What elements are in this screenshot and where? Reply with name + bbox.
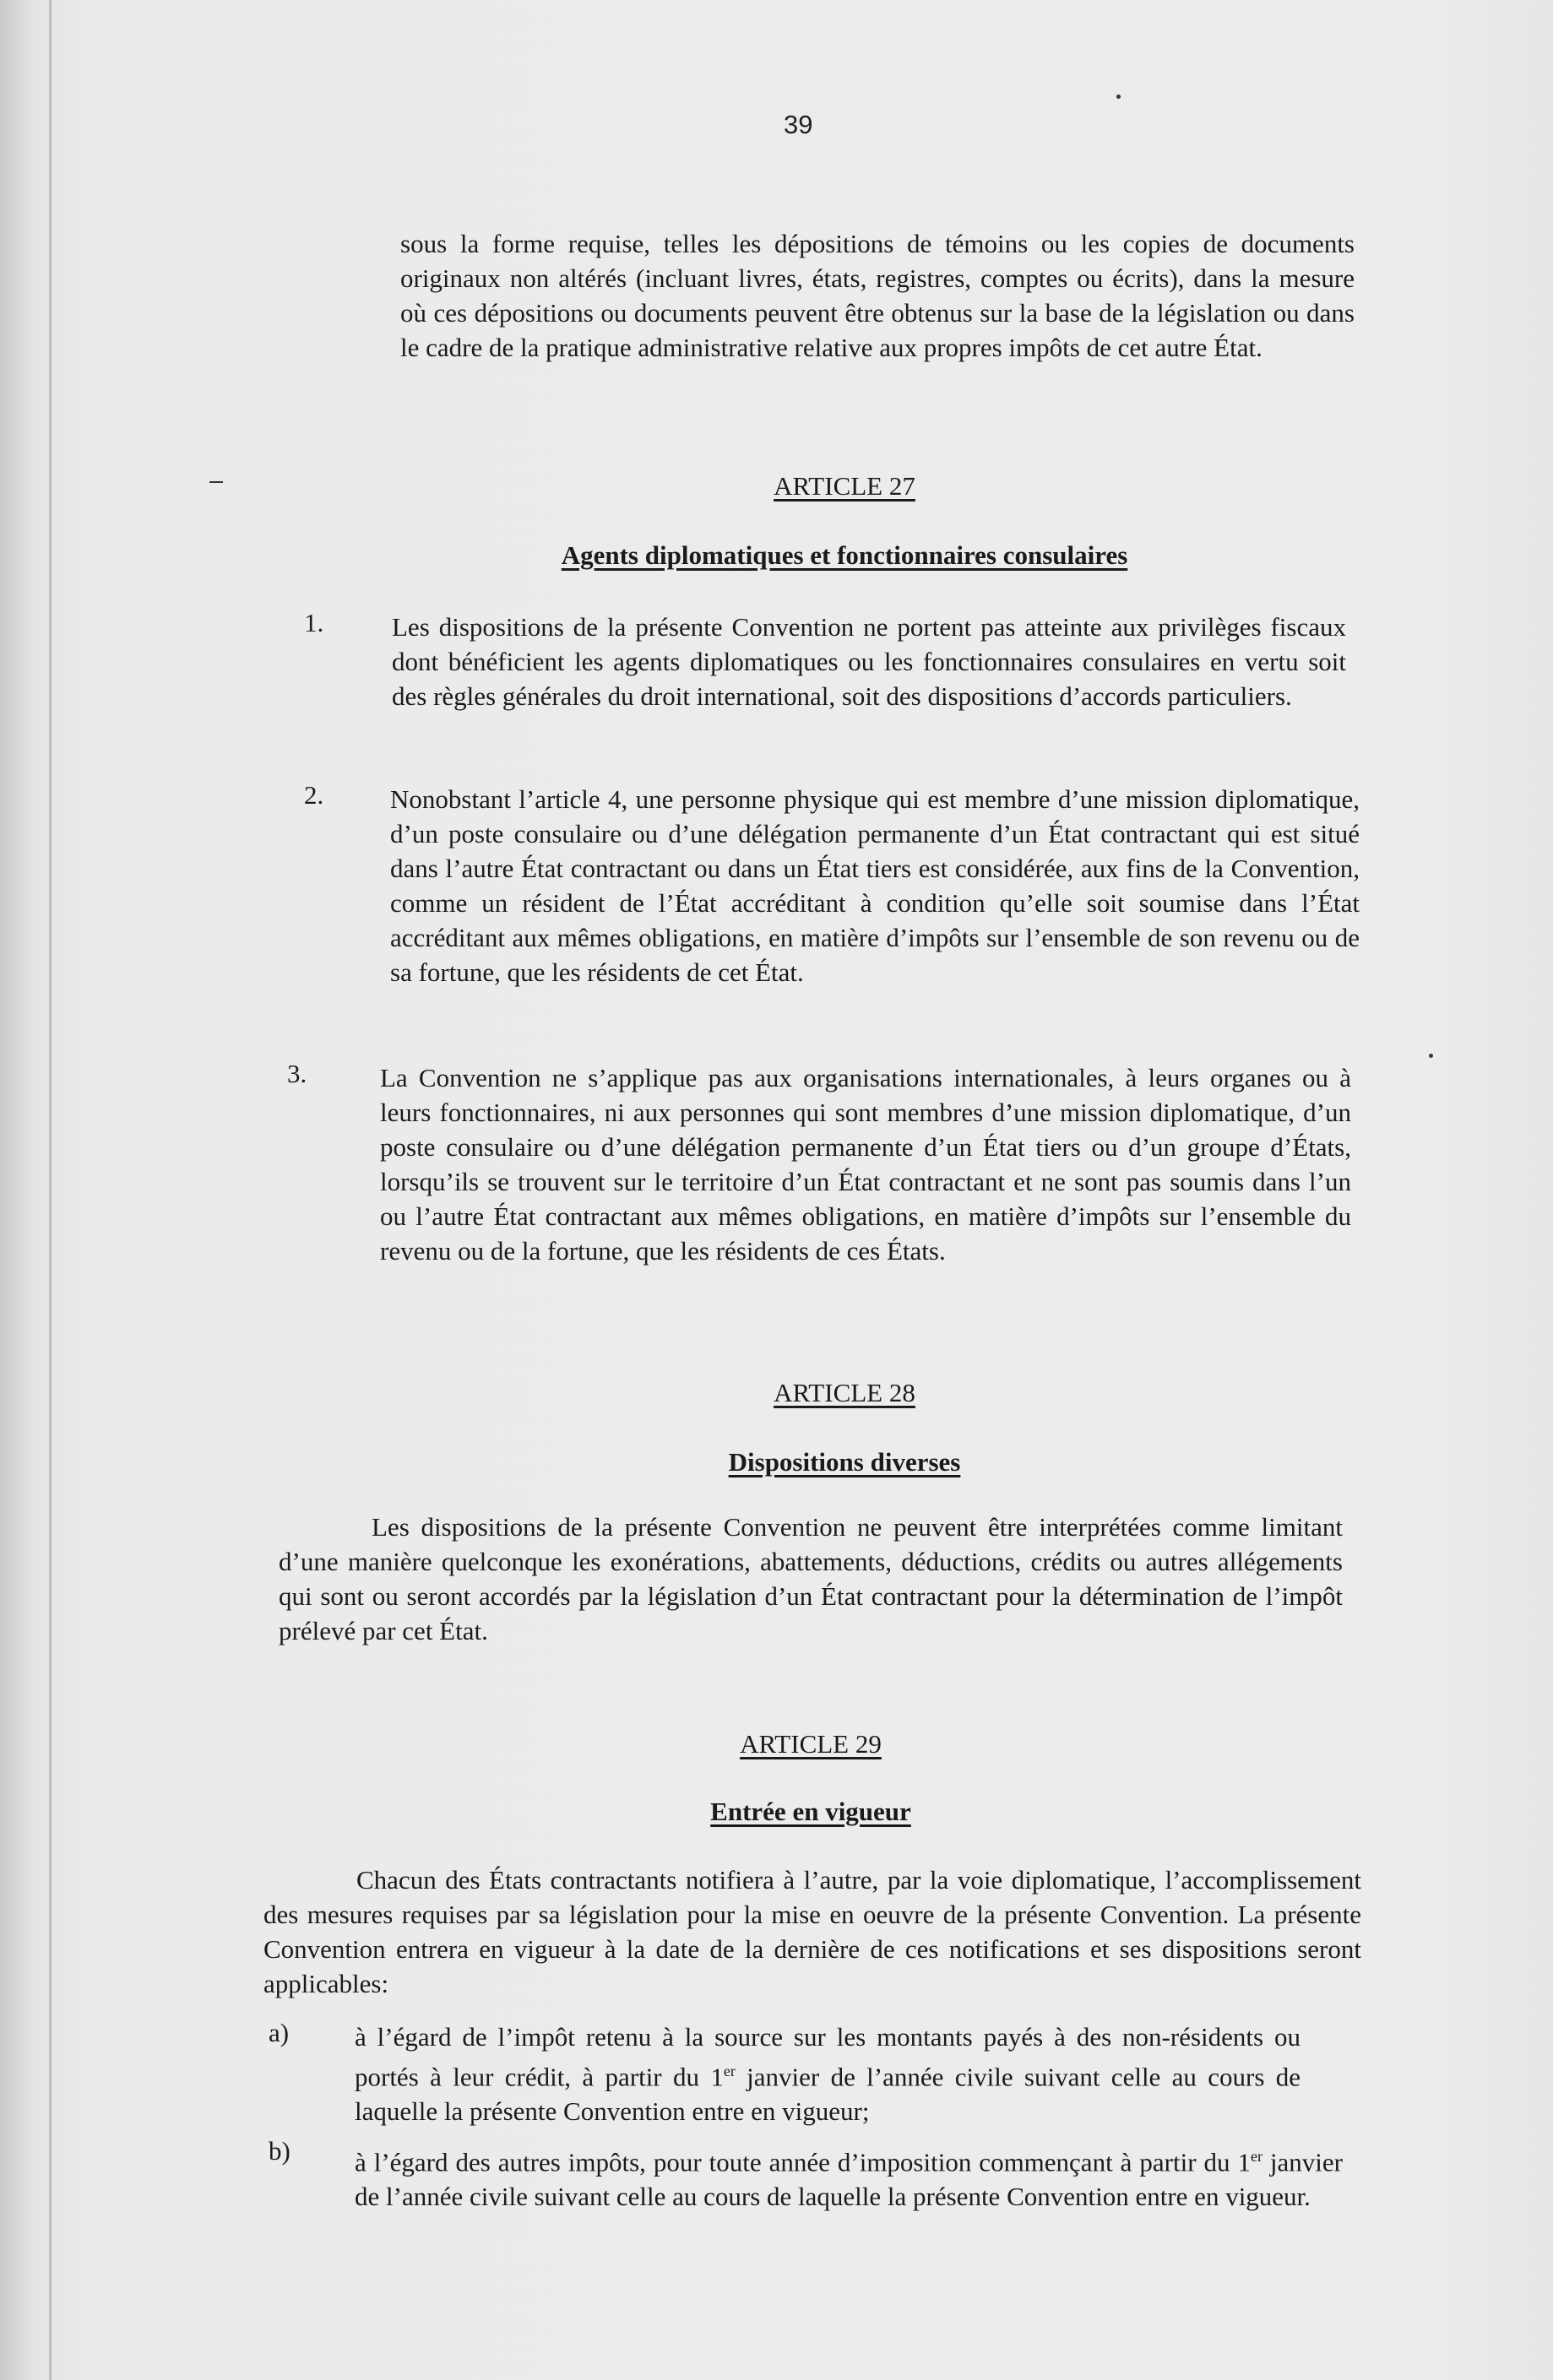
article-29-item-a: à l’égard de l’impôt retenu à la source sur les montants payés à des non-résidents ou portés à leur crédit, à partir du 1er janvier de l’année civile suivant celle au cours de laquelle la présente Convention entre en vigueur; bbox=[355, 2022, 1301, 2127]
speck bbox=[1116, 95, 1121, 99]
article-27-heading: ARTICLE 27 bbox=[774, 471, 915, 501]
item-number: 1. bbox=[304, 608, 324, 637]
article-29-paragraph: Chacun des États contractants notifiera à l’autre, par la voie diplomatique, l’accomplissement des mesures requises par sa législation pour la mise en oeuvre de la présente Convention. La présente Convention entrera en vigueur à la date de la dernière de ces notifications et ses dispositions seront applicables: bbox=[263, 1865, 1361, 1998]
article-27-item-3: La Convention ne s’applique pas aux organisations internationales, à leurs organes ou à leurs fonctionnaires, ni aux personnes qui sont membres d’une mission diplomatique, d’un poste consulaire ou d’une délégation permanente d’un État tiers ou d’un groupe d’États, lorsqu’ils se trouvent sur le territoire d’un État contractant et ne sont pas soumis dans l’un ou l’autre État contractant aux mêmes obligations, en matière d’impôts sur l’ensemble du revenu ou de la fortune, que les résidents de ces États. bbox=[380, 1063, 1351, 1266]
page-number: 39 bbox=[784, 110, 813, 139]
page-edge bbox=[49, 0, 52, 2380]
article-29-heading: ARTICLE 29 bbox=[740, 1729, 882, 1759]
margin-mark bbox=[209, 481, 223, 483]
article-28-heading: ARTICLE 28 bbox=[774, 1378, 915, 1407]
article-28-subheading: Dispositions diverses bbox=[728, 1447, 961, 1477]
article-27-item-1: Les dispositions de la présente Convention ne portent pas atteinte aux privilèges fiscaux dont bénéficient les agents diplomatiques ou les fonctionnaires consulaires en vertu soit des règles générales du droit international, soit des dispositions d’accords particuliers. bbox=[392, 612, 1346, 711]
article-28-paragraph: Les dispositions de la présente Convention ne peuvent être interprétées comme limitant d’une manière quelconque les exonérations, abattements, déductions, crédits ou autres allégements qui sont ou seront accordés par la législation d’un État contractant pour la détermination de l’impôt prélevé par cet État. bbox=[279, 1512, 1343, 1645]
intro-paragraph: sous la forme requise, telles les dépositions de témoins ou les copies de documents originaux non altérés (incluant livres, états, registres, comptes ou écrits), dans la mesure où ces dépositions ou documents peuvent être obtenus sur la base de la législation ou dans le cadre de la pratique administrative relative aux propres impôts de cet autre État. bbox=[400, 229, 1355, 362]
article-27-subheading: Agents diplomatiques et fonctionnaires consulaires bbox=[561, 540, 1128, 570]
article-29-subheading: Entrée en vigueur bbox=[710, 1797, 911, 1826]
article-29-item-b: à l’égard des autres impôts, pour toute année d’imposition commençant à partir du 1er janvier de l’année civile suivant celle au cours de laquelle la présente Convention entre en vigueur. bbox=[355, 2147, 1343, 2212]
article-27-item-2: Nonobstant l’article 4, une personne physique qui est membre d’une mission diplomatique, d’un poste consulaire ou d’une délégation permanente d’un État contractant qui est situé dans l’autre État contractant ou dans un État tiers est considérée, aux fins de la Convention, comme un résident de l’État accréditant à condition qu’elle soit soumise dans l’État accréditant aux mêmes obligations, en matière d’impôts sur l’ensemble de son revenu ou de sa fortune, que les résidents de cet État. bbox=[390, 784, 1360, 987]
speck bbox=[1429, 1054, 1433, 1058]
item-letter: a) bbox=[269, 2018, 290, 2047]
item-letter: b) bbox=[269, 2136, 291, 2166]
item-number: 3. bbox=[287, 1059, 307, 1088]
item-number: 2. bbox=[304, 780, 324, 810]
